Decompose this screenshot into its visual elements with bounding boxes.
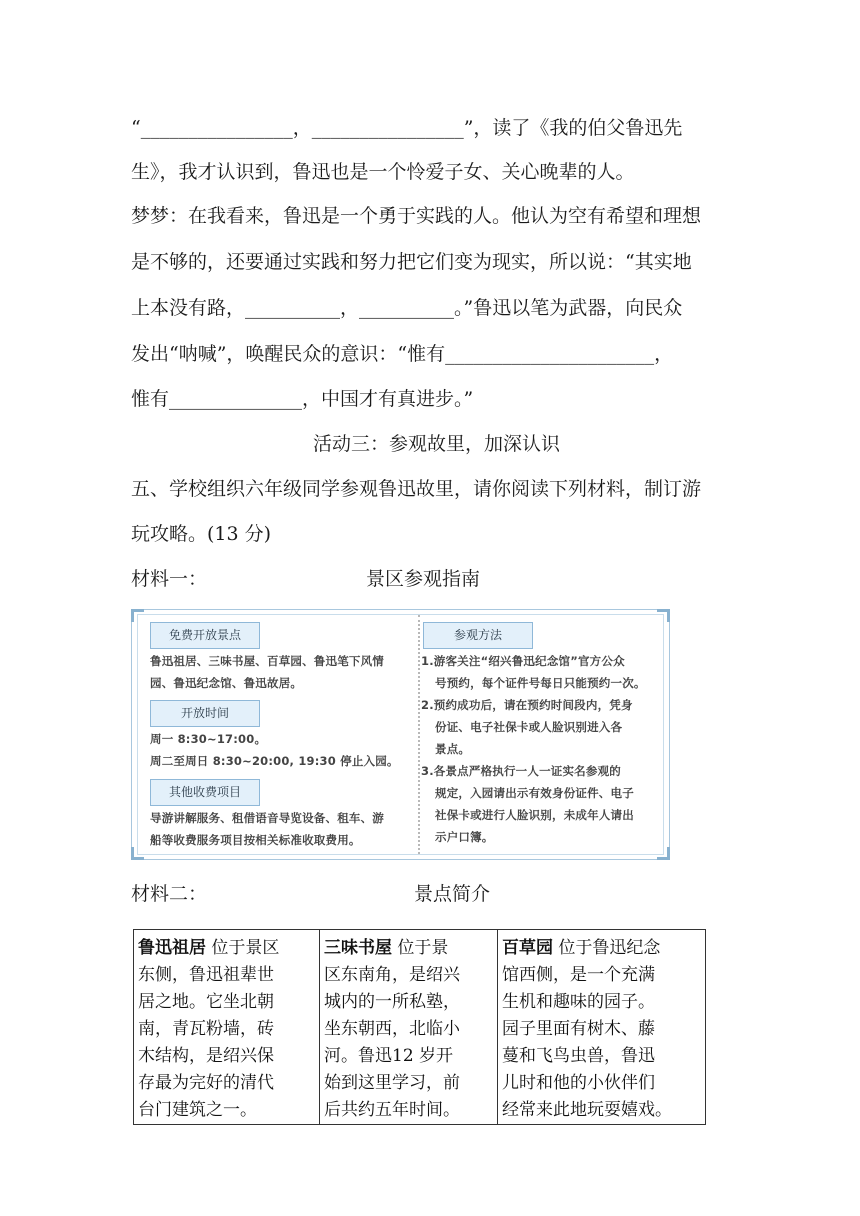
cell-text: 始到这里学习，前 (324, 1073, 460, 1093)
material-label: 材料二： (131, 883, 208, 905)
cell-text: 馆西侧，是一个充满 (502, 965, 655, 985)
guide-text: 周一 8:30~17:00。 (150, 732, 267, 746)
guide-text: 船等收费服务项目按相关标准收取费用。 (150, 833, 361, 847)
text-line: 生》，我才认识到，鲁迅也是一个怜爱子女、关心晚辈的人。 (131, 161, 635, 183)
guide-text: 景点。 (435, 742, 471, 756)
cell-text: 区东南角，是绍兴 (324, 965, 460, 985)
corner-ornament (657, 847, 670, 860)
corner-ornament (131, 609, 144, 622)
table-cell (134, 930, 320, 1125)
guide-text: 规定，入园请出示有效身份证件、电子 (435, 786, 634, 800)
table-cell (320, 930, 498, 1125)
guide-text: 3.各景点严格执行一人一证实名参观的 (421, 764, 621, 778)
cell-text: 生机和趣味的园子。 (502, 992, 655, 1012)
corner-ornament (131, 847, 144, 860)
cell-text: 位于景 (397, 938, 449, 958)
cell-text: 东侧，鲁迅祖辈世 (138, 965, 274, 985)
opening-hours-tag: 开放时间 (150, 700, 260, 727)
text-line: 梦梦：在我看来，鲁迅是一个勇于实践的人。他认为空有希望和理想 (131, 205, 702, 227)
guide-text: 示户口簿。 (435, 830, 494, 844)
cell-text: 台门建筑之一。 (138, 1100, 257, 1120)
material-label: 材料一： (131, 568, 208, 590)
table-cell (498, 930, 706, 1125)
guide-text: 1.游客关注“绍兴鲁迅纪念馆”官方公众 (421, 654, 625, 668)
guide-text: 社保卡或进行人脸识别，未成年人请出 (435, 808, 634, 822)
guide-divider (418, 615, 420, 854)
cell-text: 位于鲁迅纪念 (558, 938, 661, 958)
material-title: 景点简介 (414, 883, 491, 905)
cell-text: 居之地。它坐北朝 (138, 992, 274, 1012)
cell-text: 存最为完好的清代 (138, 1073, 274, 1093)
free-spots-tag: 免费开放景点 (150, 622, 260, 649)
question-text: 玩攻略。(13 分) (131, 523, 272, 545)
cell-text: 经常来此地玩耍嬉戏。 (502, 1100, 672, 1120)
guide-text: 鲁迅祖居、三味书屋、百草园、鲁迅笔下风情 (150, 654, 384, 668)
cell-text: 河。鲁迅12 岁开 (324, 1046, 454, 1066)
text-line: 发出“呐喊”，唤醒民众的意识：“惟有______________________， (131, 343, 674, 365)
table-row (134, 930, 706, 1125)
guide-text: 份证、电子社保卡或人脸识别进入各 (435, 720, 623, 734)
material-title: 景区参观指南 (366, 568, 481, 590)
spot-name: 鲁迅祖居 (138, 938, 206, 958)
question-text: 五、学校组织六年级同学参观鲁迅故里，请你阅读下列材料，制订游 (131, 478, 702, 500)
cell-text: 位于景区 (211, 938, 280, 958)
cell-text: 城内的一所私塾， (324, 992, 460, 1012)
guide-text: 园、鲁迅纪念馆、鲁迅故居。 (150, 676, 303, 690)
section-heading: 活动三：参观故里，加深认识 (313, 433, 561, 455)
text-line: 是不够的，还要通过实践和努力把它们变为现实，所以说：“其实地 (131, 251, 692, 273)
cell-text: 儿时和他的小伙伴们 (502, 1073, 655, 1093)
visit-guide-box (131, 609, 670, 860)
spot-intro-table (133, 929, 706, 1125)
guide-text: 导游讲解服务、租借语音导览设备、租车、游 (150, 811, 384, 825)
spot-name: 百草园 (502, 938, 553, 958)
cell-text: 南，青瓦粉墙，砖 (138, 1019, 274, 1039)
cell-text: 坐东朝西，北临小 (324, 1019, 460, 1039)
text-line: 惟有______________，中国才有真进步。” (131, 388, 474, 410)
guide-text: 2.预约成功后，请在预约时间段内，凭身 (421, 698, 633, 712)
guide-text: 周二至周日 8:30~20:00, 19:30 停止入园。 (150, 754, 399, 768)
cell-text: 园子里面有树木、藤 (502, 1019, 655, 1039)
spot-name: 三味书屋 (324, 938, 392, 958)
text-line: “________________，________________”，读了《我的伯父鲁迅先 (131, 117, 683, 139)
text-line: 上本没有路，__________，__________。”鲁迅以笔为武器，向民众 (131, 297, 683, 319)
corner-ornament (657, 609, 670, 622)
cell-text: 木结构，是绍兴保 (138, 1046, 274, 1066)
cell-text: 后共约五年时间。 (324, 1100, 460, 1120)
guide-text: 号预约，每个证件号每日只能预约一次。 (435, 676, 646, 690)
visit-method-tag: 参观方法 (423, 622, 533, 649)
cell-text: 蔓和飞鸟虫兽，鲁迅 (502, 1046, 655, 1066)
paid-items-tag: 其他收费项目 (150, 779, 260, 806)
